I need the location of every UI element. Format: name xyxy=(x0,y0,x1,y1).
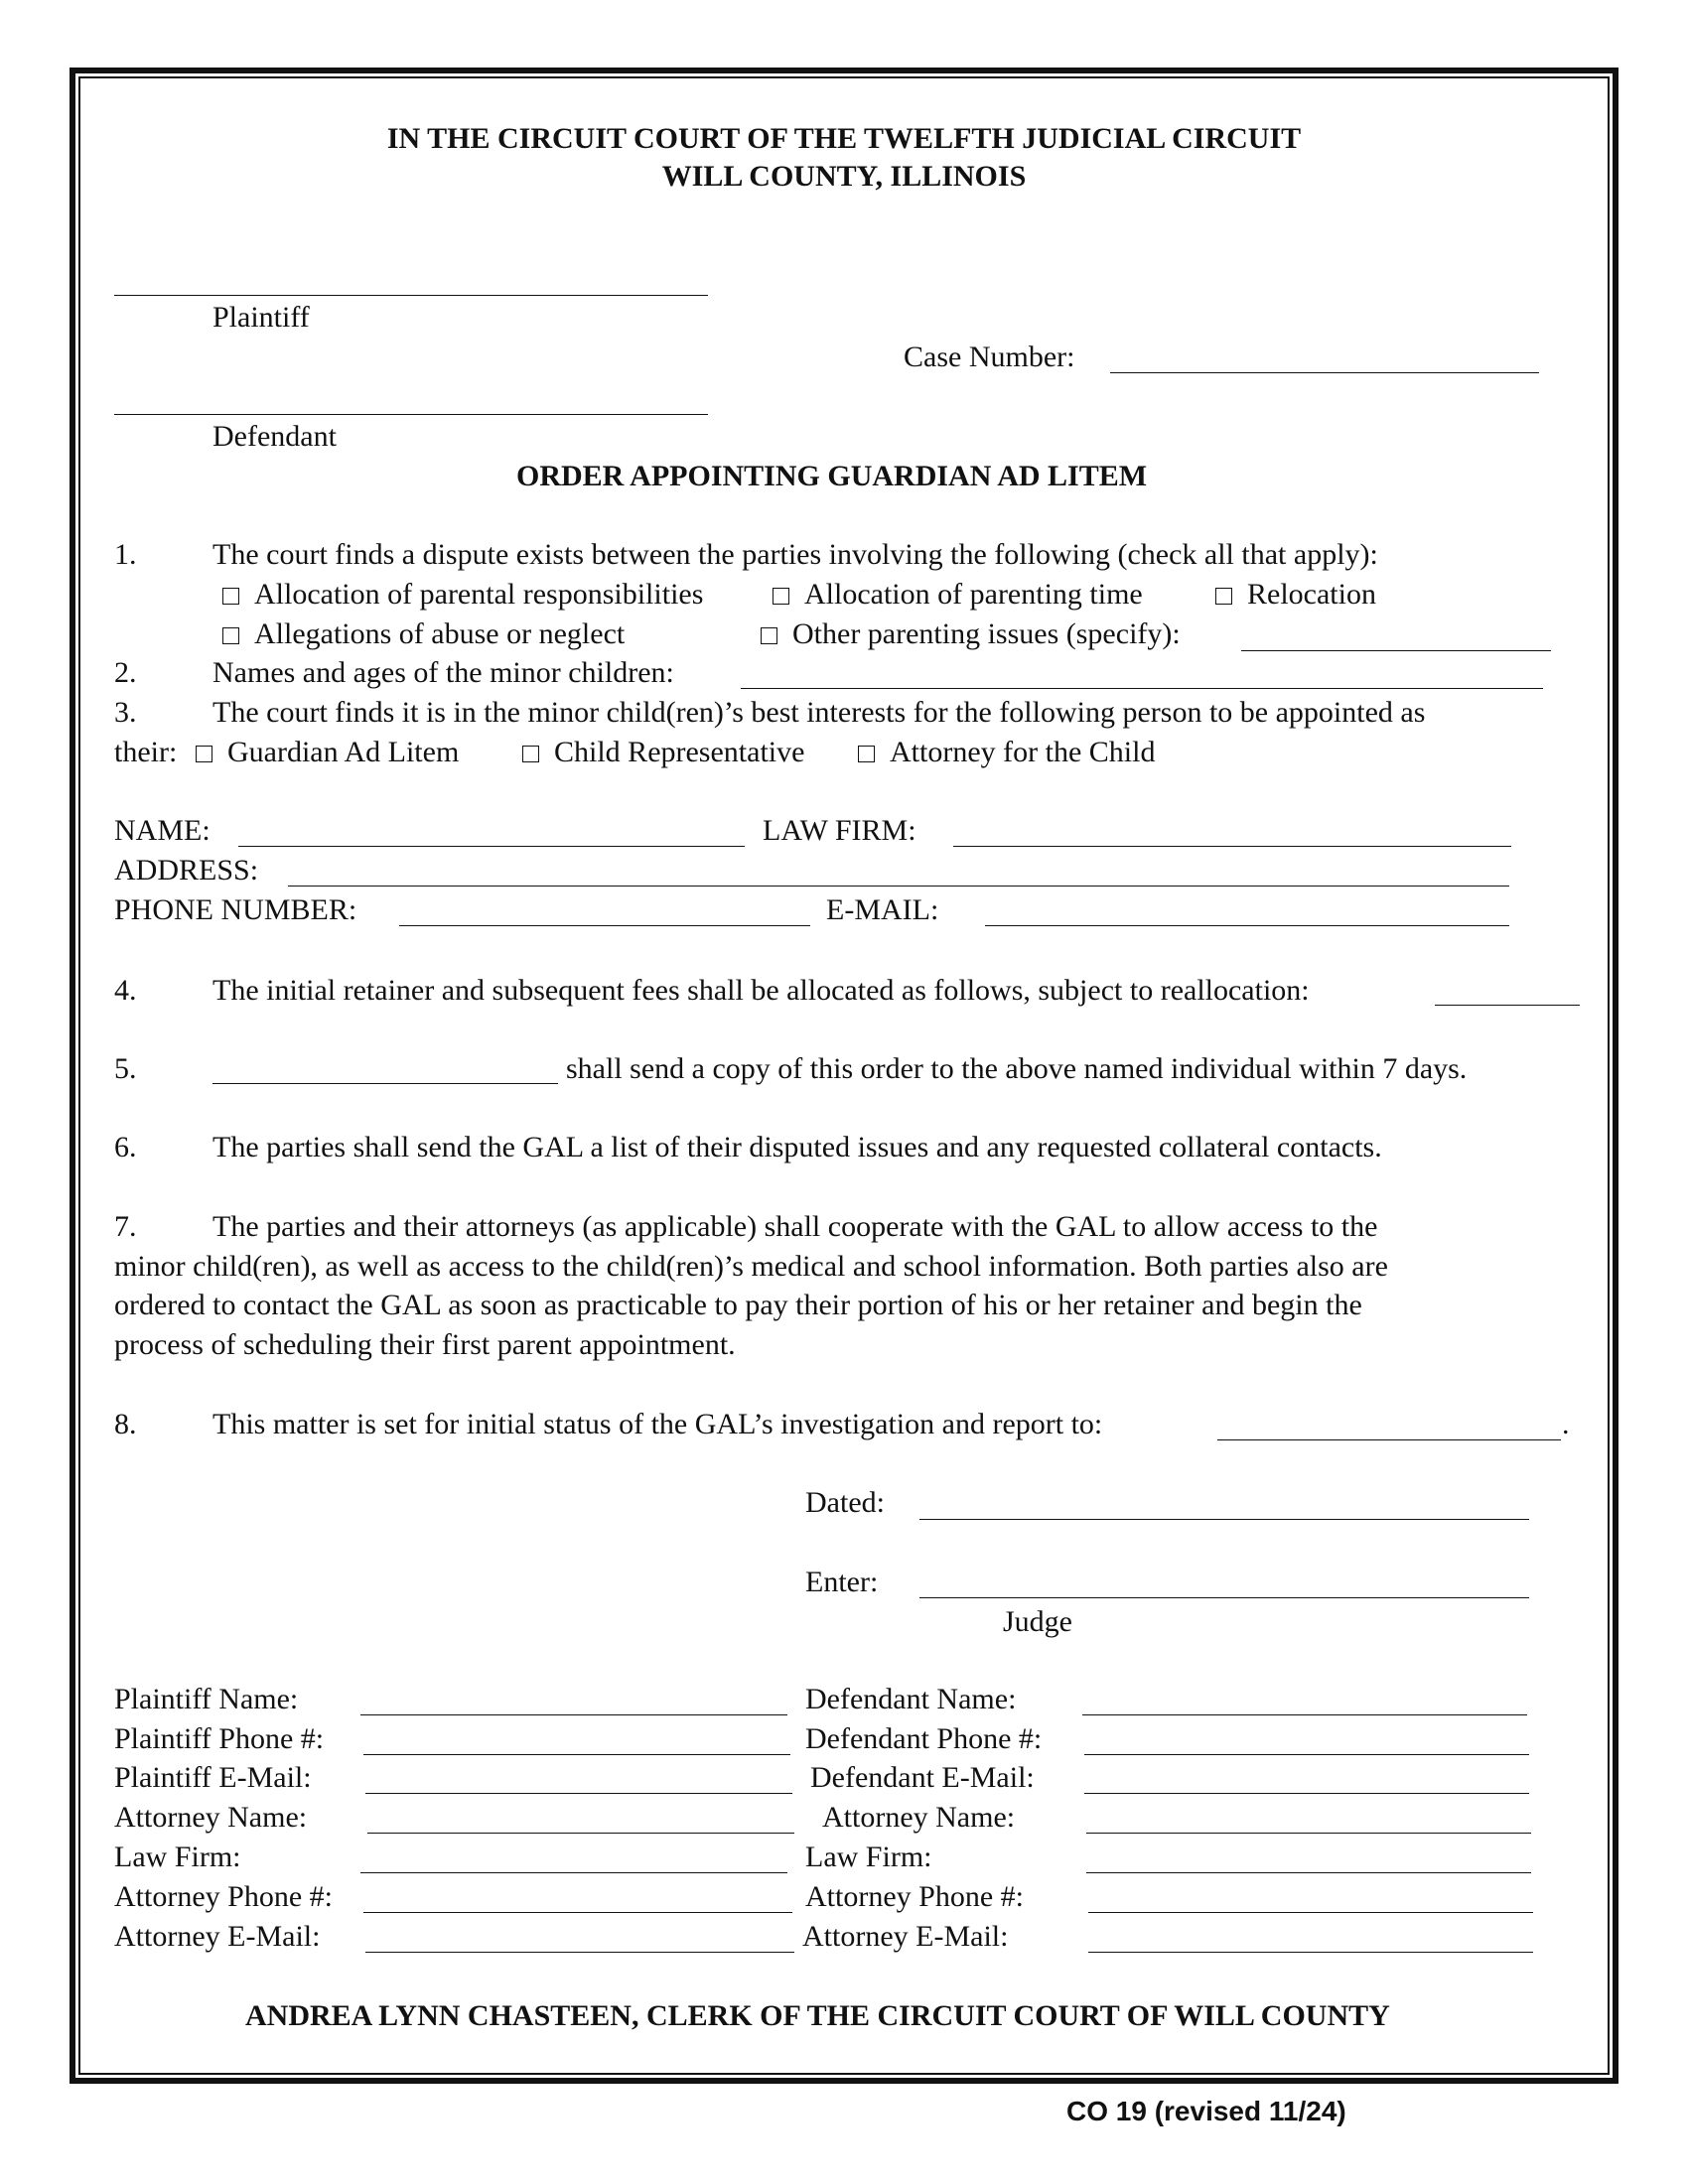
checkbox[interactable] xyxy=(761,627,777,644)
item3-number: 3. xyxy=(114,696,137,729)
defendant-attorney-name-label: Attorney Name: xyxy=(822,1801,1016,1834)
plaintiff-attorney-email-label: Attorney E-Mail: xyxy=(114,1920,321,1953)
plaintiff-attorney-phone-field[interactable] xyxy=(363,1912,792,1913)
item7-line: minor child(ren), as well as access to the child(ren)’s medical and school information. Both parties also are xyxy=(114,1250,1388,1283)
defendant-attorney-name-field[interactable] xyxy=(1086,1833,1531,1834)
option-allocation-time: Allocation of parenting time xyxy=(771,576,1143,614)
name-field[interactable] xyxy=(238,846,745,847)
children-names-field[interactable] xyxy=(741,688,1543,689)
item6-number: 6. xyxy=(114,1131,137,1163)
item4-text: The initial retainer and subsequent fees shall be allocated as follows, subject to reallocation: xyxy=(212,974,1310,1007)
defendant-email-field[interactable] xyxy=(1084,1793,1529,1794)
item8-text: This matter is set for initial status of the GAL’s investigation and report to: xyxy=(212,1408,1103,1440)
form-id: CO 19 (revised 11/24) xyxy=(1066,2096,1346,2126)
item8-period: . xyxy=(1562,1408,1570,1440)
status-date-field[interactable] xyxy=(1217,1439,1561,1440)
judge-label: Judge xyxy=(1003,1605,1072,1638)
plaintiff-label: Plaintiff xyxy=(212,301,310,334)
item2-number: 2. xyxy=(114,656,137,689)
law-firm-field[interactable] xyxy=(953,846,1511,847)
case-number-label: Case Number: xyxy=(904,341,1075,373)
name-label: NAME: xyxy=(114,814,211,847)
plaintiff-email-field[interactable] xyxy=(365,1793,792,1794)
judge-signature-field[interactable] xyxy=(919,1597,1529,1598)
plaintiff-attorney-name-label: Attorney Name: xyxy=(114,1801,308,1834)
item1-number: 1. xyxy=(114,538,137,571)
checkbox[interactable] xyxy=(222,588,239,605)
defendant-law-firm-field[interactable] xyxy=(1086,1872,1531,1873)
defendant-name-label: Defendant Name: xyxy=(805,1683,1017,1715)
option-abuse-neglect: Allegations of abuse or neglect xyxy=(220,615,625,653)
defendant-attorney-phone-field[interactable] xyxy=(1088,1912,1533,1913)
item5-text: shall send a copy of this order to the above named individual within 7 days. xyxy=(566,1052,1468,1085)
item4-number: 4. xyxy=(114,974,137,1007)
defendant-law-firm-label: Law Firm: xyxy=(805,1841,932,1873)
item2-text: Names and ages of the minor children: xyxy=(212,656,674,689)
option-relocation: Relocation xyxy=(1213,576,1376,614)
plaintiff-attorney-name-field[interactable] xyxy=(367,1833,794,1834)
case-number-field[interactable] xyxy=(1110,372,1539,373)
clerk-line: ANDREA LYNN CHASTEEN, CLERK OF THE CIRCUIT COURT OF WILL COUNTY xyxy=(245,1999,1390,2032)
fee-allocation-field[interactable] xyxy=(1435,1005,1580,1006)
court-heading: IN THE CIRCUIT COURT OF THE TWELFTH JUDICIAL CIRCUIT xyxy=(386,122,1302,155)
plaintiff-attorney-phone-label: Attorney Phone #: xyxy=(114,1880,333,1913)
plaintiff-law-firm-label: Law Firm: xyxy=(114,1841,241,1873)
sender-field[interactable] xyxy=(212,1083,558,1084)
plaintiff-email-label: Plaintiff E-Mail: xyxy=(114,1761,312,1794)
checkbox[interactable] xyxy=(773,588,789,605)
law-firm-label: LAW FIRM: xyxy=(763,814,916,847)
item7-number: 7. xyxy=(114,1210,137,1243)
plaintiff-name-label: Plaintiff Name: xyxy=(114,1683,299,1715)
dated-label: Dated: xyxy=(805,1486,885,1519)
checkbox[interactable] xyxy=(858,746,875,762)
county-heading: WILL COUNTY, ILLINOIS xyxy=(661,160,1027,193)
option-other-issues: Other parenting issues (specify): xyxy=(759,615,1181,653)
address-field[interactable] xyxy=(288,886,1509,887)
checkbox[interactable] xyxy=(196,746,212,762)
item7-line: process of scheduling their first parent appointment. xyxy=(114,1328,736,1361)
defendant-line[interactable] xyxy=(114,414,708,415)
plaintiff-attorney-email-field[interactable] xyxy=(365,1952,794,1953)
item7-line: The parties and their attorneys (as applicable) shall cooperate with the GAL to allow access to the xyxy=(212,1210,1378,1243)
item8-number: 8. xyxy=(114,1408,137,1440)
item5-number: 5. xyxy=(114,1052,137,1085)
item6-text: The parties shall send the GAL a list of their disputed issues and any requested collateral contacts. xyxy=(212,1131,1382,1163)
defendant-attorney-phone-label: Attorney Phone #: xyxy=(805,1880,1024,1913)
phone-label: PHONE NUMBER: xyxy=(114,893,357,926)
defendant-attorney-email-label: Attorney E-Mail: xyxy=(802,1920,1009,1953)
plaintiff-law-firm-field[interactable] xyxy=(360,1872,787,1873)
option-attorney-child: Attorney for the Child xyxy=(856,734,1155,771)
dated-field[interactable] xyxy=(919,1519,1529,1520)
item3-text: The court finds it is in the minor child(ren)’s best interests for the following person to be appointed as xyxy=(212,696,1426,729)
item3-lead: their: xyxy=(114,736,178,768)
plaintiff-phone-field[interactable] xyxy=(363,1754,790,1755)
address-label: ADDRESS: xyxy=(114,854,259,887)
defendant-name-field[interactable] xyxy=(1082,1714,1527,1715)
defendant-email-label: Defendant E-Mail: xyxy=(810,1761,1035,1794)
email-label: E-MAIL: xyxy=(826,893,939,926)
plaintiff-name-field[interactable] xyxy=(360,1714,787,1715)
item7-line: ordered to contact the GAL as soon as practicable to pay their portion of his or her retainer and begin the xyxy=(114,1289,1362,1321)
page-title: ORDER APPOINTING GUARDIAN AD LITEM xyxy=(516,460,1148,492)
phone-field[interactable] xyxy=(399,925,810,926)
defendant-phone-field[interactable] xyxy=(1084,1754,1529,1755)
email-field[interactable] xyxy=(985,925,1509,926)
defendant-attorney-email-field[interactable] xyxy=(1088,1952,1533,1953)
option-allocation-responsibilities: Allocation of parental responsibilities xyxy=(220,576,703,614)
plaintiff-line[interactable] xyxy=(114,295,708,296)
option-gal: Guardian Ad Litem xyxy=(194,734,459,771)
defendant-label: Defendant xyxy=(212,420,337,453)
checkbox[interactable] xyxy=(522,746,539,762)
plaintiff-phone-label: Plaintiff Phone #: xyxy=(114,1722,325,1755)
checkbox[interactable] xyxy=(1215,588,1232,605)
enter-label: Enter: xyxy=(805,1566,879,1598)
option-child-rep: Child Representative xyxy=(520,734,804,771)
defendant-phone-label: Defendant Phone #: xyxy=(805,1722,1043,1755)
item1-text: The court finds a dispute exists between the parties involving the following (check all that apply): xyxy=(212,538,1378,571)
checkbox[interactable] xyxy=(222,627,239,644)
other-issues-field[interactable] xyxy=(1241,650,1551,651)
